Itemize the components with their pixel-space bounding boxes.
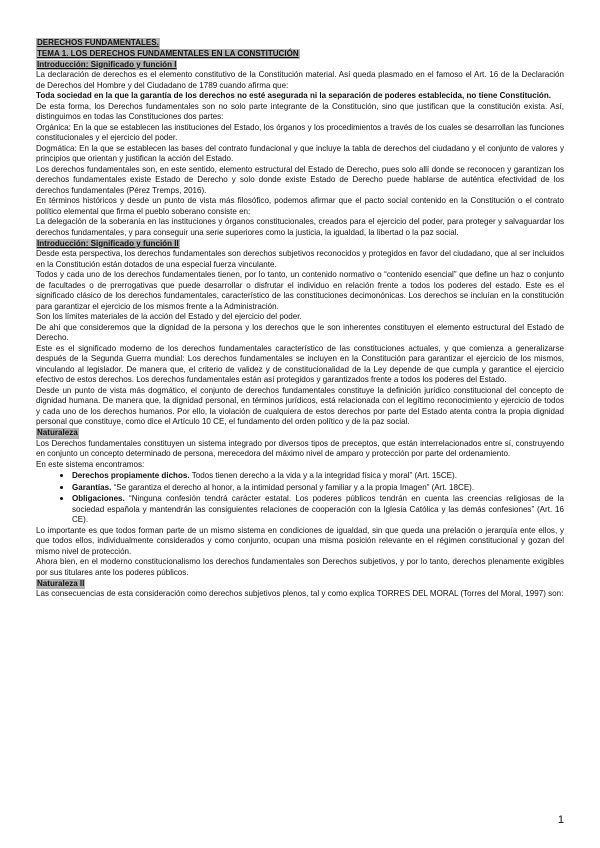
- paragraph: Desde esta perspectiva, los derechos fundamentales son derechos subjetivos reconocidos y protegidos en favor del ciudadano, que al ser incluidos en la Constitución están dotados de una especial fuerza vinculante.: [36, 249, 564, 269]
- list-item: • Obligaciones. “Ninguna confesión tendrá carácter estatal. Los poderes públicos tendrán en cuenta las creencias religiosas de la sociedad española y mantendrán las consiguientes relaciones de cooperación con la Iglesia Católica y las demás confesiones” (Art. 16 CE).: [72, 493, 564, 526]
- paragraph: Orgánica: En la que se establecen las instituciones del Estado, los órganos y los procedimientos a través de los cuales se desarrollan las funciones constitucionales y el ejercicio del poder.: [36, 122, 564, 142]
- quote-paragraph: Toda sociedad en la que la garantía de los derechos no esté asegurada ni la separación de poderes establecida, no tiene Constitución.: [36, 91, 551, 100]
- paragraph: Los derechos fundamentales son, en este sentido, elemento estructural del Estado de Derecho, pues solo allí donde se reconocen y garantizan los derechos fundamentales existe Estado de Derecho y solo donde existe Estado de Derecho puede hablarse de auténtica efectividad de los derechos fundamentales (Pérez Tremps, 2016).: [36, 164, 564, 195]
- page-number: 1: [557, 814, 564, 826]
- paragraph: Lo importante es que todos forman parte de un mismo sistema en condiciones de igualdad, sin que queda una prelación o jerarquía ente ellos, y que todos ellos, individualmente considerados y como conjunto, ocupan una misma posición relevante en el régimen constitucional y gozan del mismo nivel de protección.: [36, 525, 564, 556]
- bullet-list: [36, 470, 564, 526]
- section-heading: Naturaleza II: [37, 578, 85, 588]
- section-heading: Introducción: Significado y función II: [37, 238, 179, 248]
- section1: [36, 70, 564, 238]
- paragraph: Este es el significado moderno de los derechos fundamentales característico de las constituciones actuales, y que comienza a generalizarse después de la Segunda Guerra mundial: Los derechos fundamentales se incluyen en la Constitución para garantizar el ejercicio de los mismos, vinculando al legislador. De manera que, el criterio de validez y de constitucionalidad de la Ley depende de que cumpla y garantice el ejercicio efectivo de estos derechos. Los derechos fundamentales están así protegidos y garantizados frente a todos los poderes del Estado.: [36, 343, 564, 384]
- paragraph: Son los límites materiales de la acción del Estado y del ejercicio del poder.: [36, 312, 302, 321]
- paragraph: Todos y cada uno de los derechos fundamentales tienen, por lo tanto, un contenido normativo o “contenido esencial” que define un haz o conjunto de facultades o de prerrogativas que puede desarrollar o disfrutar el individuo en relación frente a todos los poderes del estado. Este es el significado clásico de los derechos fundamentales, característico de las constituciones decimonónicas. Los derechos se incluían en la constitución para garantizar el ejercicio de los mismos frente a la Administración.: [36, 270, 564, 311]
- document-title: DERECHOS FUNDAMENTALES.: [37, 38, 159, 47]
- document-body: [36, 38, 564, 600]
- list-item: • Derechos propiamente dichos. Todos tienen derecho a la vida y a la integridad física y moral” (Art. 15CE).: [72, 470, 564, 482]
- section-heading: Naturaleza: [37, 428, 78, 437]
- paragraph: Desde un punto de vista más dogmático, el conjunto de derechos fundamentales constituye la definición jurídico constitucional del concepto de dignidad humana. De manera que, la dignidad personal, en términos jurídicos, está relacionada con el legítimo reconocimiento y ejercicio de todos y cada uno de los derechos humanos. Por ello, la violación de cualquiera de estos derechos por parte del Estado atenta contra la propia dignidad personal que constituye, como dice el Artículo 10 CE, el fundamento del orden político y de la paz social.: [36, 385, 564, 426]
- paragraph: Las consecuencias de esta consideración como derechos subjetivos plenos, tal y como explica TORRES DEL MORAL (Torres del Moral, 1997) son:: [36, 589, 564, 598]
- paragraph: En términos históricos y desde un punto de vista más filosófico, podemos afirmar que el pacto social contenido en la Constitución o el contrato político elemental que firma el pueblo soberano consiste en:: [36, 196, 564, 216]
- section2: [36, 249, 564, 428]
- section4: [36, 589, 564, 600]
- paragraph: Dogmática: En la que se establecen las bases del contrato fundacional y que incluye la tabla de derechos del ciudadano y el conjunto de valores y principios que orientan y justifican la acción del Estado.: [36, 143, 564, 163]
- paragraph: La declaración de derechos es el elemento constitutivo de la Constitución material. Así queda plasmado en el famoso el Art. 16 de la Declaración de Derechos del Hombre y del Ciudadano de 1789 cuando afirma que:: [36, 70, 564, 90]
- paragraph: De ahí que consideremos que la dignidad de la persona y los derechos que le son inherentes constituyen el elemento estructural del Estado de Derecho.: [36, 322, 564, 342]
- topic-title: TEMA 1. LOS DERECHOS FUNDAMENTALES EN LA CONSTITUCIÓN: [37, 48, 299, 58]
- list-item: • Garantías. “Se garantiza el derecho al honor, a la intimidad personal y familiar y a la propia Imagen” (Art. 18CE).: [72, 482, 564, 494]
- paragraph: En este sistema encontramos:: [36, 459, 145, 469]
- paragraph: Ahora bien, en el moderno constitucionalismo los derechos fundamentales son Derechos subjetivos, y por lo tanto, derechos plenamente exigibles por sus titulares ante los poderes públicos.: [36, 557, 564, 577]
- paragraph: Los Derechos fundamentales constituyen un sistema integrado por diversos tipos de preceptos, que están interrelacionados entre sí, construyendo en conjunto un concepto determinado de persona, merecedora del máximo nivel de amparo y protección por parte del ordenamiento.: [36, 438, 564, 458]
- section3: [36, 439, 564, 579]
- paragraph: De esta forma, los Derechos fundamentales son no solo parte integrante de la Constitución, sino que justifican que la constitución exista. Así, distinguimos en todas las Constituciones dos partes:: [36, 101, 564, 121]
- section-heading: Introducción: Significado y función I: [37, 59, 177, 69]
- paragraph: La delegación de la soberanía en las instituciones y órganos constitucionales, creados para el ejercicio del poder, para proteger y salvaguardar los derechos fundamentales, y para conseguir una serie superiores como la justicia, la igualdad, la libertad o la paz social.: [36, 217, 564, 237]
